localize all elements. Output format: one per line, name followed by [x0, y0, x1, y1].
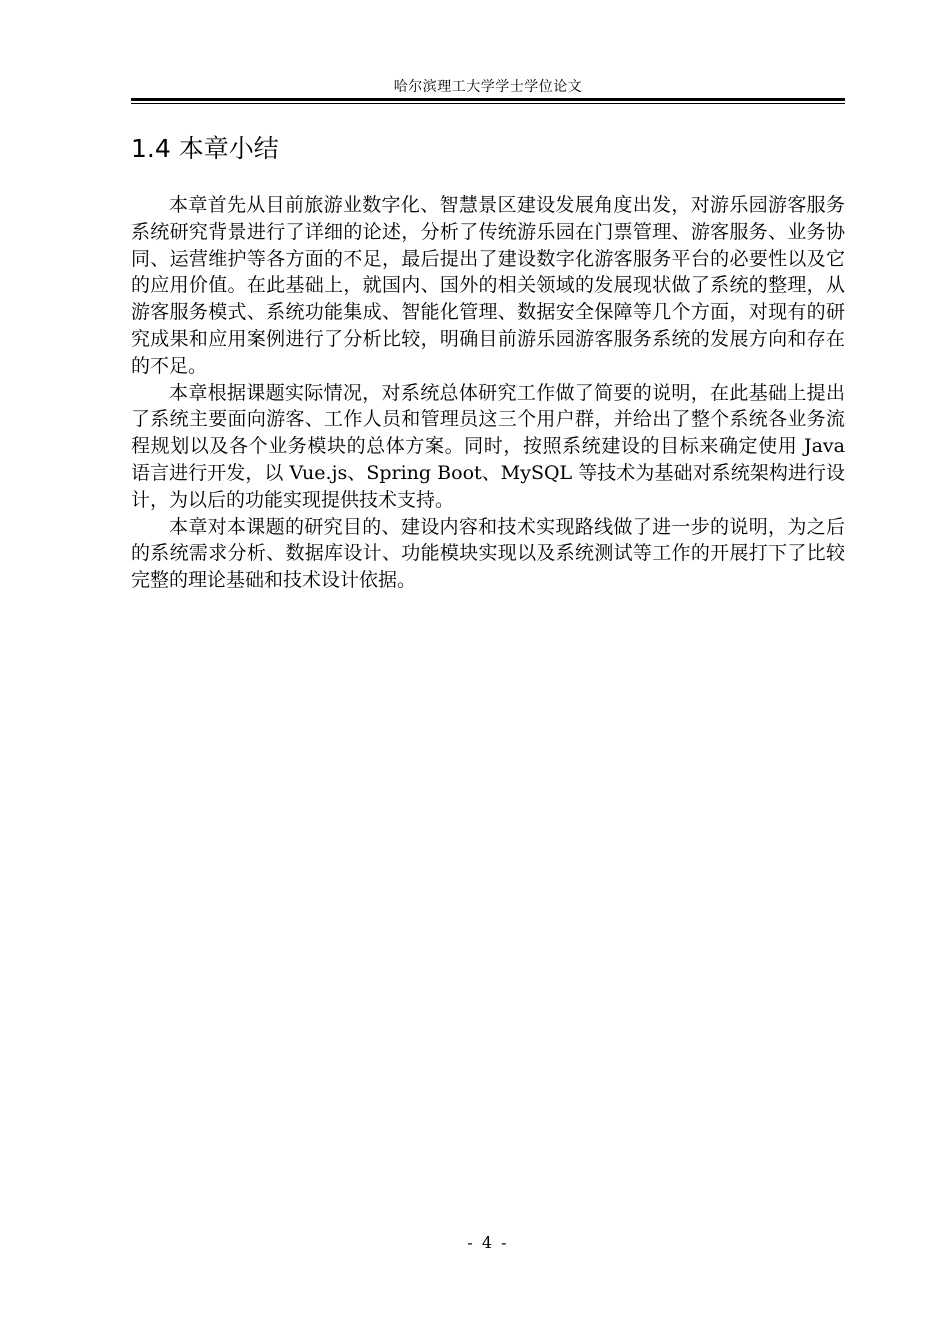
- section-title: 1.4 本章小结: [131, 134, 279, 163]
- header-rule-thin: [131, 103, 845, 104]
- header-rule-thick: [131, 98, 845, 101]
- paragraph: 本章根据课题实际情况，对系统总体研究工作做了简要的说明，在此基础上提出了系统主要面向游客、工作人员和管理员这三个用户群，并给出了整个系统各业务流程规划以及各个业务模块的总体方案。同时，按照系统建设的目标来确定使用 Java 语言进行开发，以 Vue.js、Spring Boot、MySQL 等技术为基础对系统架构进行设计，为以后的功能实现提供技术支持。: [131, 381, 845, 511]
- body-text: [131, 192, 845, 594]
- running-header: 哈尔滨理工大学学士学位论文: [393, 79, 583, 95]
- page-number: - 4 -: [467, 1233, 509, 1252]
- paragraph: 本章首先从目前旅游业数字化、智慧景区建设发展角度出发，对游乐园游客服务系统研究背景进行了详细的论述，分析了传统游乐园在门票管理、游客服务、业务协同、运营维护等各方面的不足，最后提出了建设数字化游客服务平台的必要性以及它的应用价值。在此基础上，就国内、国外的相关领域的发展现状做了系统的整理，从游客服务模式、系统功能集成、智能化管理、数据安全保障等几个方面，对现有的研究成果和应用案例进行了分析比较，明确目前游乐园游客服务系统的发展方向和存在的不足。: [131, 194, 845, 377]
- paragraph: 本章对本课题的研究目的、建设内容和技术实现路线做了进一步的说明，为之后的系统需求分析、数据库设计、功能模块实现以及系统测试等工作的开展打下了比较完整的理论基础和技术设计依据。: [131, 515, 845, 592]
